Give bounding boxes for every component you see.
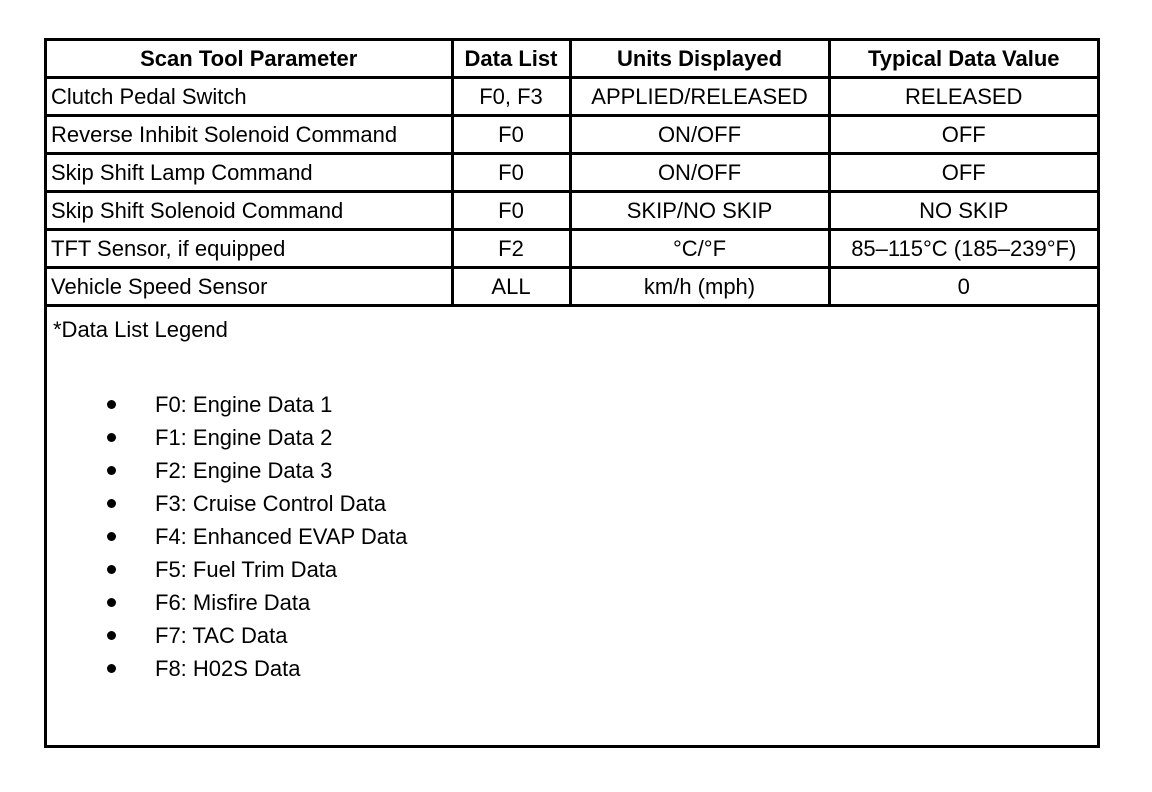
legend-item-label: F7: TAC Data <box>155 623 288 648</box>
data-list-legend <box>47 307 1097 685</box>
data-list-cell: F2 <box>452 230 570 268</box>
list-item <box>53 520 1091 553</box>
list-item <box>53 487 1091 520</box>
scan-tool-data-sheet <box>44 38 1100 748</box>
legend-item-label: F3: Cruise Control Data <box>155 491 387 516</box>
typical-value-cell: RELEASED <box>829 78 1097 116</box>
units-cell: °C/°F <box>570 230 829 268</box>
data-list-cell: F0, F3 <box>452 78 570 116</box>
bullet-icon <box>107 664 116 673</box>
units-cell: SKIP/NO SKIP <box>570 192 829 230</box>
legend-list <box>53 388 1091 685</box>
bullet-icon <box>107 598 116 607</box>
legend-item-label: F5: Fuel Trim Data <box>155 557 338 582</box>
header-data-list: Data List <box>452 41 570 78</box>
legend-item-label: F0: Engine Data 1 <box>155 392 333 417</box>
table-row <box>47 116 1097 154</box>
legend-title: *Data List Legend <box>53 317 228 342</box>
list-item <box>53 388 1091 421</box>
bullet-icon <box>107 565 116 574</box>
header-units-displayed: Units Displayed <box>570 41 829 78</box>
data-list-cell: F0 <box>452 192 570 230</box>
parameter-cell: Skip Shift Solenoid Command <box>47 192 452 230</box>
parameter-cell: Skip Shift Lamp Command <box>47 154 452 192</box>
table-row <box>47 230 1097 268</box>
bullet-icon <box>107 499 116 508</box>
list-item <box>53 553 1091 586</box>
table-row <box>47 78 1097 116</box>
bullet-icon <box>107 433 116 442</box>
data-list-cell: F0 <box>452 116 570 154</box>
parameter-cell: Vehicle Speed Sensor <box>47 268 452 306</box>
bullet-icon <box>107 631 116 640</box>
typical-value-cell: OFF <box>829 154 1097 192</box>
header-typical-data-value: Typical Data Value <box>829 41 1097 78</box>
data-list-cell: ALL <box>452 268 570 306</box>
legend-item-label: F2: Engine Data 3 <box>155 458 333 483</box>
data-list-cell: F0 <box>452 154 570 192</box>
typical-value-cell: 0 <box>829 268 1097 306</box>
units-cell: km/h (mph) <box>570 268 829 306</box>
bullet-icon <box>107 532 116 541</box>
units-cell: ON/OFF <box>570 154 829 192</box>
units-cell: ON/OFF <box>570 116 829 154</box>
units-cell: APPLIED/RELEASED <box>570 78 829 116</box>
list-item <box>53 586 1091 619</box>
table-row <box>47 192 1097 230</box>
typical-value-cell: OFF <box>829 116 1097 154</box>
typical-value-cell: NO SKIP <box>829 192 1097 230</box>
legend-item-label: F8: H02S Data <box>155 656 301 681</box>
table-header-row <box>47 41 1097 78</box>
bullet-icon <box>107 466 116 475</box>
list-item <box>53 454 1091 487</box>
scan-tool-data-table <box>47 41 1097 307</box>
list-item <box>53 652 1091 685</box>
legend-item-label: F6: Misfire Data <box>155 590 311 615</box>
table-row <box>47 268 1097 306</box>
list-item <box>53 619 1091 652</box>
parameter-cell: Clutch Pedal Switch <box>47 78 452 116</box>
list-item <box>53 421 1091 454</box>
bullet-icon <box>107 400 116 409</box>
parameter-cell: Reverse Inhibit Solenoid Command <box>47 116 452 154</box>
header-scan-tool-parameter: Scan Tool Parameter <box>47 41 452 78</box>
typical-value-cell: 85–115°C (185–239°F) <box>829 230 1097 268</box>
legend-item-label: F1: Engine Data 2 <box>155 425 333 450</box>
table-row <box>47 154 1097 192</box>
parameter-cell: TFT Sensor, if equipped <box>47 230 452 268</box>
legend-item-label: F4: Enhanced EVAP Data <box>155 524 408 549</box>
